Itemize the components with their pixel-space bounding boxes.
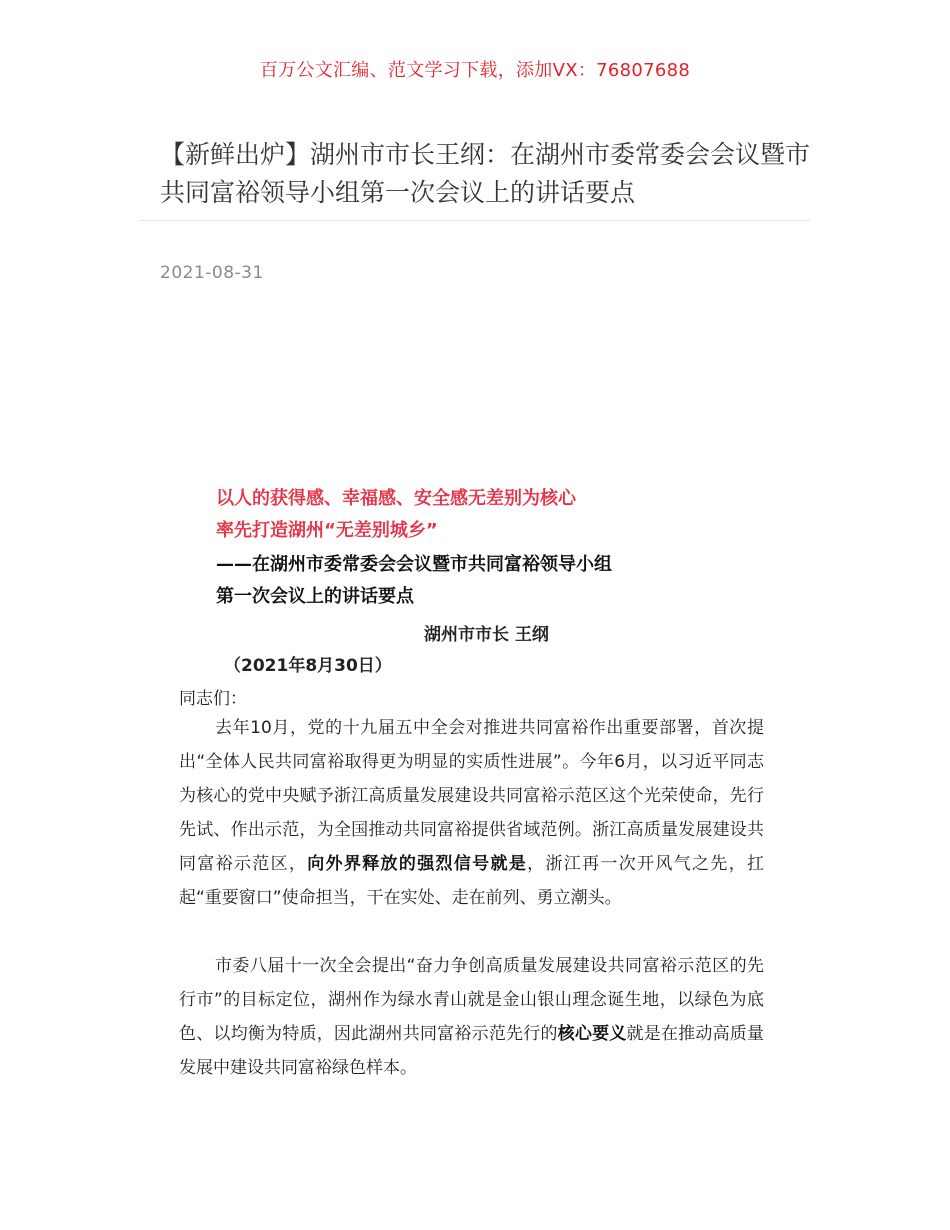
article-title: 【新鲜出炉】湖州市市长王纲：在湖州市委常委会会议暨市共同富裕领导小组第一次会议上的讲话要点	[160, 140, 811, 207]
speaker-byline: 湖州市市长 王纲	[424, 625, 549, 645]
speech-subtitle-line-2: 第一次会议上的讲话要点	[216, 586, 414, 607]
body-paragraph-2	[179, 949, 764, 1085]
promo-banner: 百万公文汇编、范文学习下载，添加VX：76807688	[259, 60, 691, 81]
publish-date: 2021-08-31	[160, 263, 264, 283]
paragraph-text: 市委八届十一次全会提出“奋力争创高质量发展建设共同富裕示范区的先行市”的目标定位，湖州作为绿水青山就是金山银山理念诞生地，以绿色为底色、以均衡为特质，因此湖州共同富裕示范先行的	[179, 956, 764, 1044]
salutation: 同志们：	[179, 689, 247, 709]
emphasis-text: 核心要义	[557, 1024, 627, 1044]
speech-date: （2021年8月30日）	[224, 656, 392, 676]
paragraph-text: ，浙江再一次开风气之先，扛起“重要窗口”使命担当，干在实处、走在前列、勇立潮头。	[179, 854, 765, 908]
emphasis-text: 向外界释放的强烈信号就是	[307, 854, 528, 874]
speech-headline-line-1: 以人的获得感、幸福感、安全感无差别为核心	[216, 488, 576, 509]
body-paragraph-1	[179, 711, 764, 915]
speech-subtitle-line-1: ——在湖州市委常委会会议暨市共同富裕领导小组	[216, 554, 612, 575]
paragraph-text: 就是在推动高质量发展中建设共同富裕绿色样本。	[179, 1024, 765, 1078]
title-divider	[140, 220, 810, 221]
speech-headline-line-2: 率先打造湖州“无差别城乡”	[216, 520, 438, 541]
paragraph-text: 去年10月，党的十九届五中全会对推进共同富裕作出重要部署，首次提出“全体人民共同富裕取得更为明显的实质性进展”。今年6月，以习近平同志为核心的党中央赋予浙江高质量发展建设共同富裕示范区这个光荣使命，先行先试、作出示范，为全国推动共同富裕提供省域范例。浙江高质量发展建设共同富裕示范区，	[179, 718, 764, 874]
